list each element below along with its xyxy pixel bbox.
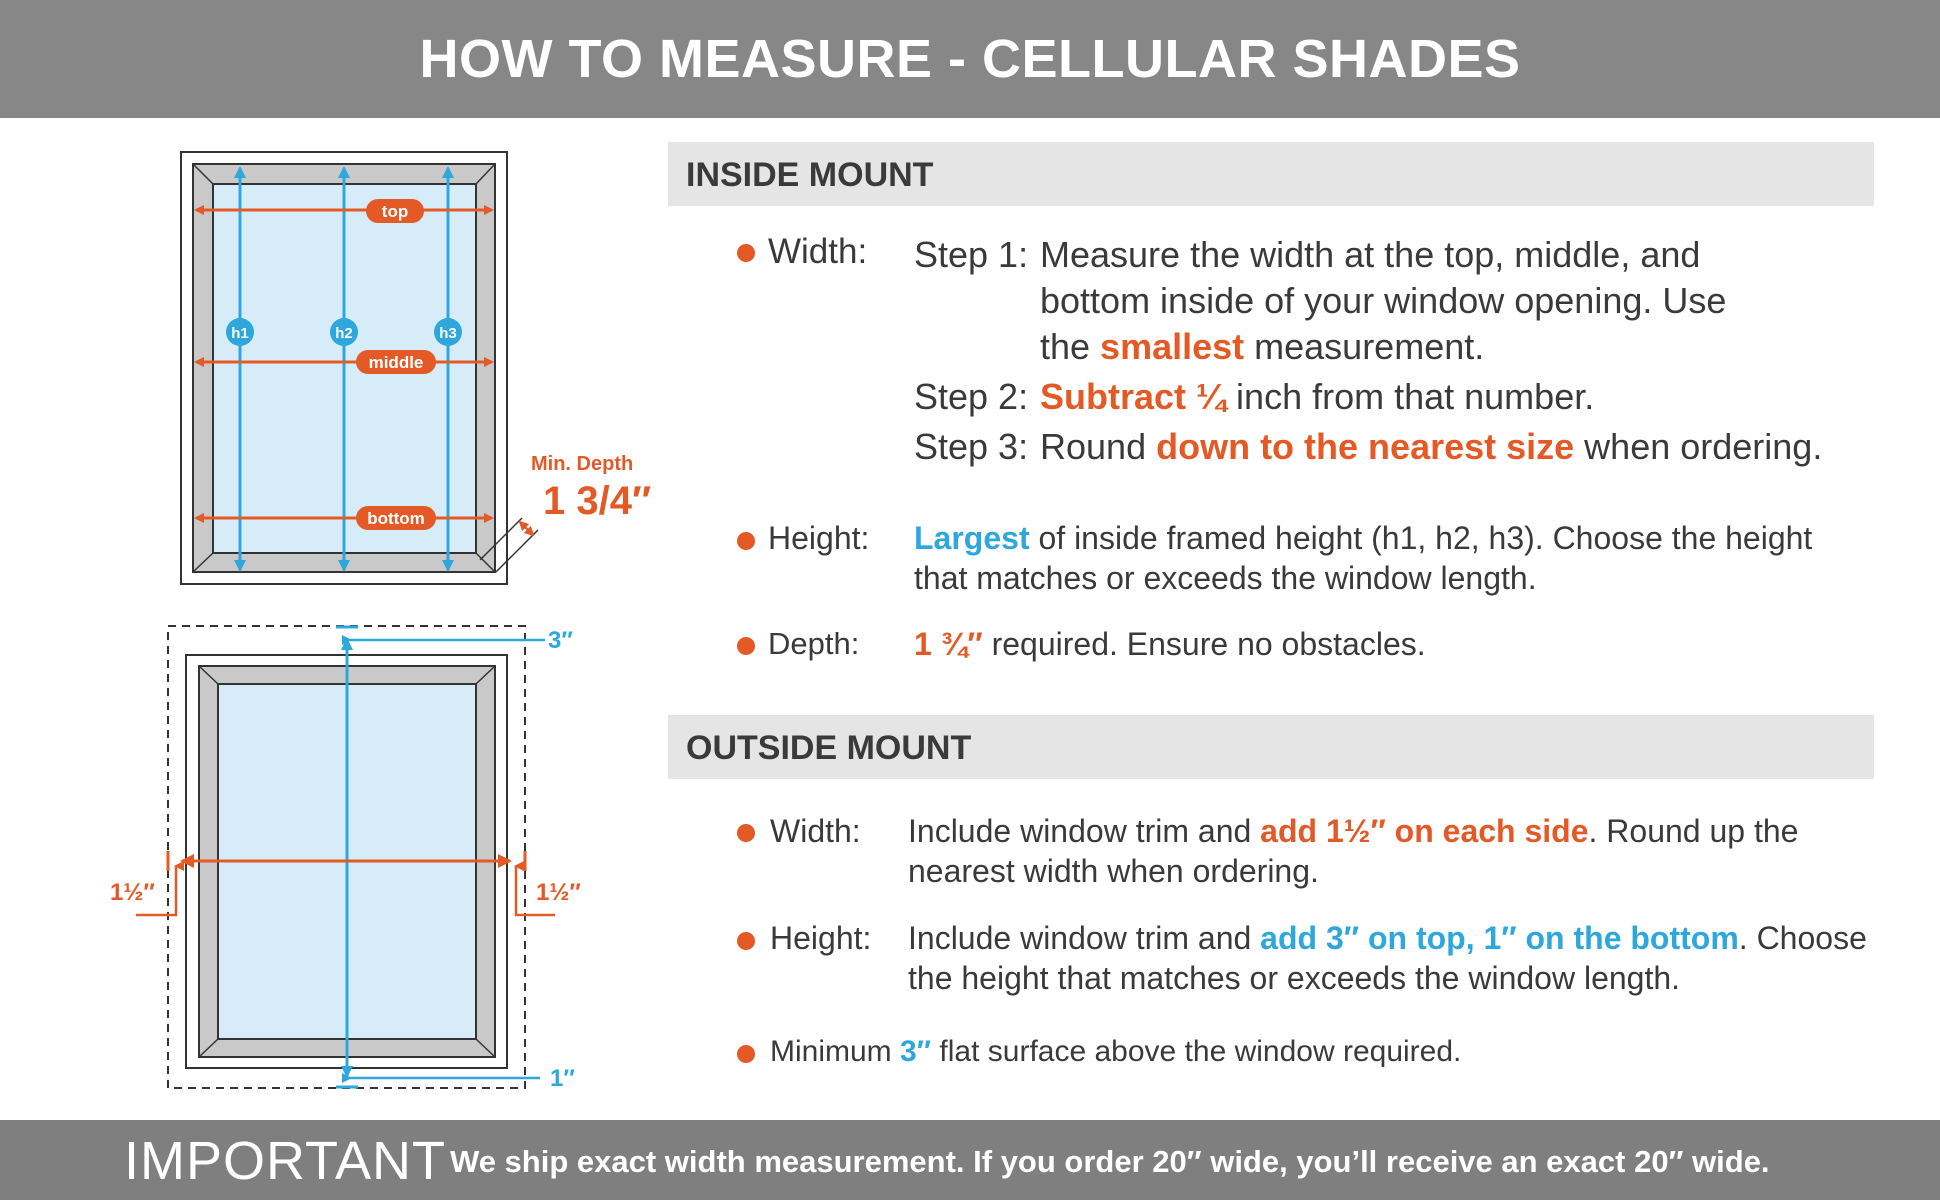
step1-line2: bottom inside of your window opening. Use: [1040, 280, 1727, 321]
left-allowance-label: 1½″: [110, 879, 155, 906]
min-depth-label: Min. Depth: [531, 453, 634, 475]
h3-label: h3: [439, 325, 457, 342]
middle-label: middle: [368, 353, 424, 372]
outside-mount-title: OUTSIDE MOUNT: [686, 729, 972, 767]
min-depth-value: 1 3/4″: [543, 479, 652, 523]
inside-height-label: Height:: [768, 520, 870, 556]
bullet-dot: [737, 637, 755, 655]
step3-prefix: Step 3:: [914, 426, 1029, 467]
inside-depth-label: Depth:: [768, 626, 860, 661]
outside-height-line2: the height that matches or exceeds the window length.: [908, 960, 1681, 996]
important-label: IMPORTANT: [124, 1131, 447, 1191]
outside-height-label: Height:: [770, 920, 872, 956]
top-label: top: [381, 202, 409, 221]
h1-label: h1: [231, 325, 249, 342]
inside-height-line1: Largest of inside framed height (h1, h2, h3). Choose the height: [914, 520, 1813, 556]
outside-height-line1: Include window trim and add 3″ on top, 1″ on the bottom. Choose: [908, 920, 1867, 956]
right-allowance-label: 1½″: [536, 879, 581, 906]
bullet-dot: [737, 1045, 755, 1063]
outside-mount-header: [668, 715, 1874, 779]
step2-text: Subtract ¼ inch from that number.: [1040, 376, 1595, 417]
bullet-dot: [737, 532, 755, 550]
outside-width-line2: nearest width when ordering.: [908, 853, 1319, 889]
inside-depth-text: 1 ¾″ required. Ensure no obstacles.: [914, 626, 1426, 662]
bullet-dot: [737, 244, 755, 262]
page-header: [0, 0, 1940, 118]
h2-label: h2: [335, 325, 353, 342]
step1-prefix: Step 1:: [914, 234, 1029, 275]
inside-mount-header: [668, 142, 1874, 206]
outside-width-label: Width:: [770, 813, 861, 849]
inside-height-line2: that matches or exceeds the window length.: [914, 560, 1537, 596]
bullet-dot: [737, 824, 755, 842]
important-message: We ship exact width measurement. If you order 20″ wide, you’ll receive an exact 20″ wide.: [450, 1144, 1770, 1179]
step1-line3: the smallest measurement.: [1040, 326, 1485, 367]
top-allowance-label: 3″: [548, 627, 573, 654]
inside-width-label: Width:: [768, 232, 868, 271]
bullet-dot: [737, 932, 755, 950]
page-title: HOW TO MEASURE - CELLULAR SHADES: [419, 29, 1521, 89]
inside-mount-diagram: [100, 140, 660, 600]
step3-text: Round down to the nearest size when ordering.: [1040, 426, 1823, 467]
outside-mount-diagram: [100, 610, 600, 1100]
bottom-label: bottom: [367, 509, 425, 528]
important-footer: [0, 1120, 1940, 1200]
depth-arrow: [520, 522, 533, 535]
bottom-allowance-label: 1″: [550, 1065, 575, 1092]
outside-minimum-text: Minimum 3″ flat surface above the window required.: [770, 1035, 1462, 1068]
outside-width-line1: Include window trim and add 1½″ on each side. Round up the: [908, 813, 1799, 849]
step2-prefix: Step 2:: [914, 376, 1029, 417]
step1-line1: Measure the width at the top, middle, and: [1040, 234, 1701, 275]
inside-mount-title: INSIDE MOUNT: [686, 156, 934, 194]
